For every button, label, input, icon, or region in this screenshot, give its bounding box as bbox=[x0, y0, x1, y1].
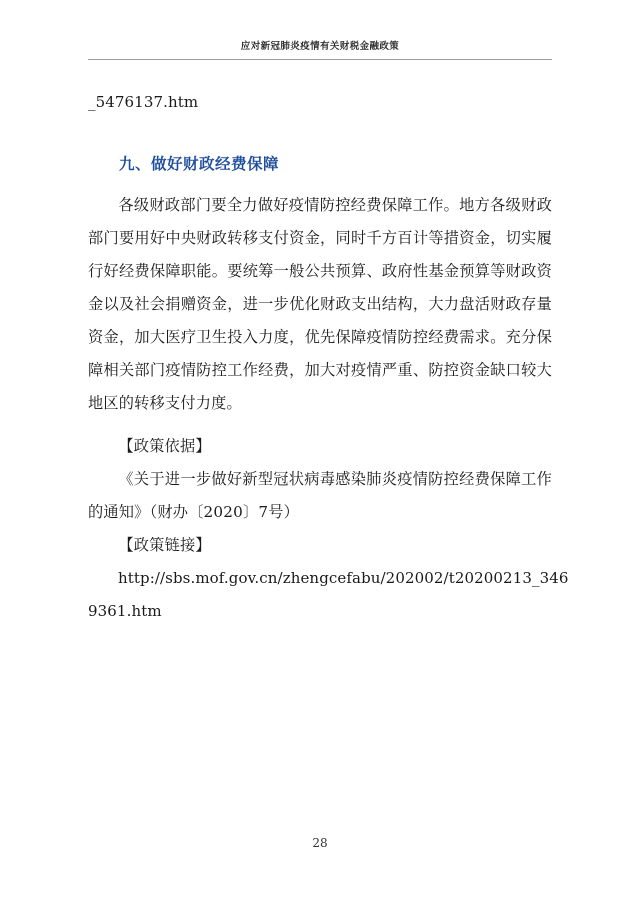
policy-link-label: 【政策链接】 bbox=[118, 536, 211, 554]
section-heading: 九、做好财政经费保障 bbox=[119, 155, 280, 173]
policy-basis-label: 【政策依据】 bbox=[118, 437, 211, 455]
page-number: 28 bbox=[312, 836, 328, 850]
spacer bbox=[88, 119, 552, 149]
section-body-paragraph: 各级财政部门要全力做好疫情防控经费保障工作。地方各级财政部门要用好中央财政转移支付资金，同时千方百计等措资金，切实履行好经费保障职能。要统筹一般公共预算、政府性基金预算等财政资金以及社会捐赠资金，进一步优化财政支出结构，大力盘活财政存量资金，加大医疗卫生投入力度，优先保障疫情防控经费需求。充分保障相关部门疫情防控工作经费，加大对疫情严重、防控资金缺口较大地区的转移支付力度。 bbox=[88, 196, 552, 412]
page-content bbox=[88, 60, 569, 628]
spacer bbox=[88, 179, 552, 189]
policy-link-url-line-1: http://sbs.mof.gov.cn/zhengcefabu/202002/t20200213_346 bbox=[118, 569, 569, 587]
policy-link-url-line-2: 9361.htm bbox=[88, 602, 162, 620]
spacer bbox=[88, 420, 552, 430]
page-header bbox=[88, 0, 552, 60]
top-url-fragment: _5476137.htm bbox=[88, 93, 199, 111]
policy-basis-text: 《关于进一步做好新型冠状病毒感染肺炎疫情防控经费保障工作的通知》（财办〔2020〕7号） bbox=[88, 470, 552, 521]
page-header-title: 应对新冠肺炎疫情有关财税金融政策 bbox=[240, 41, 400, 52]
